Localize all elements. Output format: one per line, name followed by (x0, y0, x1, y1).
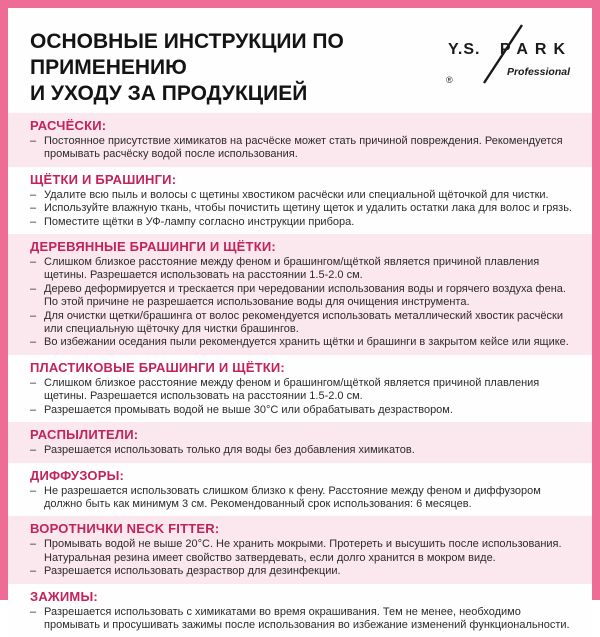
section-plastic-brushes (8, 355, 592, 422)
bullet-item (30, 256, 572, 283)
registered-trademark-icon: ® (446, 75, 453, 85)
bullet-list (30, 256, 572, 350)
bullet-text: Промывать водой не выше 20°C. Не хранить мокрыми. Протереть и высушить после использования. Натуральная резина имеет свойство затвердевать, если долго хранится в мокром виде. (44, 538, 562, 564)
bullet-dash: – (30, 188, 37, 201)
logo-park-text: PARK (499, 41, 572, 58)
bullet-text: Во избежании оседания пыли рекомендуется хранить щётки и брашинги в закрытом кейсе или ящике. (44, 336, 569, 349)
section-title: ЗАЖИМЫ: (30, 588, 98, 604)
bullet-list (30, 538, 572, 578)
section-diffusers (8, 463, 592, 517)
bullet-dash: – (30, 565, 37, 578)
bullet-item (30, 336, 572, 349)
bullet-text: Используйте влажную ткань, чтобы почистить щетину щеток и удалить остатки лака для волос и грязь. (44, 202, 572, 215)
section-title: ВОРОТНИЧКИ NECK FITTER: (30, 521, 220, 537)
bullet-list (30, 377, 572, 417)
section-title: ДИФФУЗОРЫ: (30, 467, 125, 483)
bullet-list (30, 606, 572, 633)
bullet-dash: – (30, 444, 37, 457)
bullet-dash: – (30, 215, 37, 228)
section-title: ЩЁТКИ И БРАШИНГИ: (30, 171, 177, 187)
header (8, 8, 592, 113)
bullet-item (30, 189, 572, 202)
bullet-item (30, 404, 572, 417)
section-title: ДЕРЕВЯННЫЕ БРАШИНГИ И ЩЁТКИ: (30, 239, 276, 255)
page-title (30, 29, 440, 107)
bullet-dash: – (30, 538, 37, 551)
bullet-text: Удалите всю пыль и волосы с щетины хвостиком расчёски или специальной щёточкой для чистки. (44, 188, 549, 201)
bullet-item (30, 135, 572, 162)
bullet-list (30, 444, 572, 457)
bullet-text: Не разрешается использовать слишком близко к фену. Расстояние между феном и диффузором должно быть как минимум 3 см. Рекомендованный срок использования: 6 месяцев. (44, 484, 541, 510)
bullet-list (30, 485, 572, 512)
bullet-dash: – (30, 403, 37, 416)
bullet-item (30, 538, 572, 565)
bullet-text: Поместите щётки в УФ-лампу согласно инструкции прибора. (44, 215, 355, 228)
section-title: РАСПЫЛИТЕЛИ: (30, 427, 139, 443)
bullet-dash: – (30, 282, 37, 295)
page-title-line1: ОСНОВНЫЕ ИНСТРУКЦИИ ПО ПРИМЕНЕНИЮ (30, 30, 344, 79)
bullet-text: Разрешается использовать только для воды без добавления химикатов. (44, 444, 415, 457)
bullet-text: Разрешается использовать дезраствор для дезинфекции. (44, 565, 341, 578)
bullet-text: Постоянное присутствие химикатов на расчёске может стать причиной повреждения. Рекомендуется промывать расчёску водой после использования. (44, 135, 563, 161)
section-title: ПЛАСТИКОВЫЕ БРАШИНГИ И ЩЁТКИ: (30, 359, 285, 375)
section-title: РАСЧЁСКИ: (30, 118, 107, 133)
bullet-dash: – (30, 309, 37, 322)
bullet-dash: – (30, 202, 37, 215)
section-sprayers (8, 422, 592, 462)
section-brushes (8, 167, 592, 234)
bullet-dash: – (30, 376, 37, 389)
bullet-item (30, 310, 572, 337)
bullet-item (30, 485, 572, 512)
bullet-dash: – (30, 256, 37, 269)
bullet-list (30, 189, 572, 229)
bullet-text: Слишком близкое расстояние между феном и брашингом/щёткой является причиной плавления щетины. Разрешается использовать на расстоянии 1.5-2.0 см. (44, 376, 540, 403)
logo-professional-text: Professional (506, 66, 570, 78)
bullet-item (30, 444, 572, 457)
bullet-item (30, 283, 572, 310)
section-combs (8, 113, 592, 167)
logo-ys-text: Y.S. (448, 41, 481, 58)
bullet-item (30, 202, 572, 215)
sections-list (8, 113, 592, 637)
section-neck-fitter (8, 516, 592, 583)
section-clips (8, 584, 592, 637)
bullet-dash: – (30, 135, 37, 147)
bullet-text: Разрешается использовать с химикатами во время окрашивания. Тем не менее, необходимо промывать и просушивать зажимы после использования во избежание изменений функциональности. (44, 605, 570, 631)
ys-park-logo (440, 23, 572, 85)
bullet-text: Разрешается промывать водой не выше 30°C или обрабатывать дезраствором. (44, 403, 453, 416)
bullet-dash: – (30, 605, 37, 618)
bullet-item (30, 565, 572, 578)
bullet-list (30, 135, 572, 162)
bullet-text: Слишком близкое расстояние между феном и брашингом/щёткой является причиной плавления щетины. Разрешается использовать на расстоянии 1.5-2.0 см. (44, 256, 540, 282)
bullet-text: Дерево деформируется и трескается при чередовании использования воды и горячего воздуха фена. По этой причине не разрешается использование воды для очищения инструмента. (44, 282, 566, 309)
bullet-item (30, 606, 572, 633)
bullet-item (30, 377, 572, 404)
bullet-dash: – (30, 484, 37, 497)
bullet-text: Для очистки щетки/брашинга от волос рекомендуется использовать металлический хвостик расчёски или специальную щёточку для чистки брашингов. (44, 309, 563, 336)
page-title-line2: И УХОДУ ЗА ПРОДУКЦИЕЙ (30, 82, 308, 105)
section-wooden-brushes (8, 234, 592, 355)
bullet-dash: – (30, 336, 37, 349)
bullet-item (30, 216, 572, 229)
